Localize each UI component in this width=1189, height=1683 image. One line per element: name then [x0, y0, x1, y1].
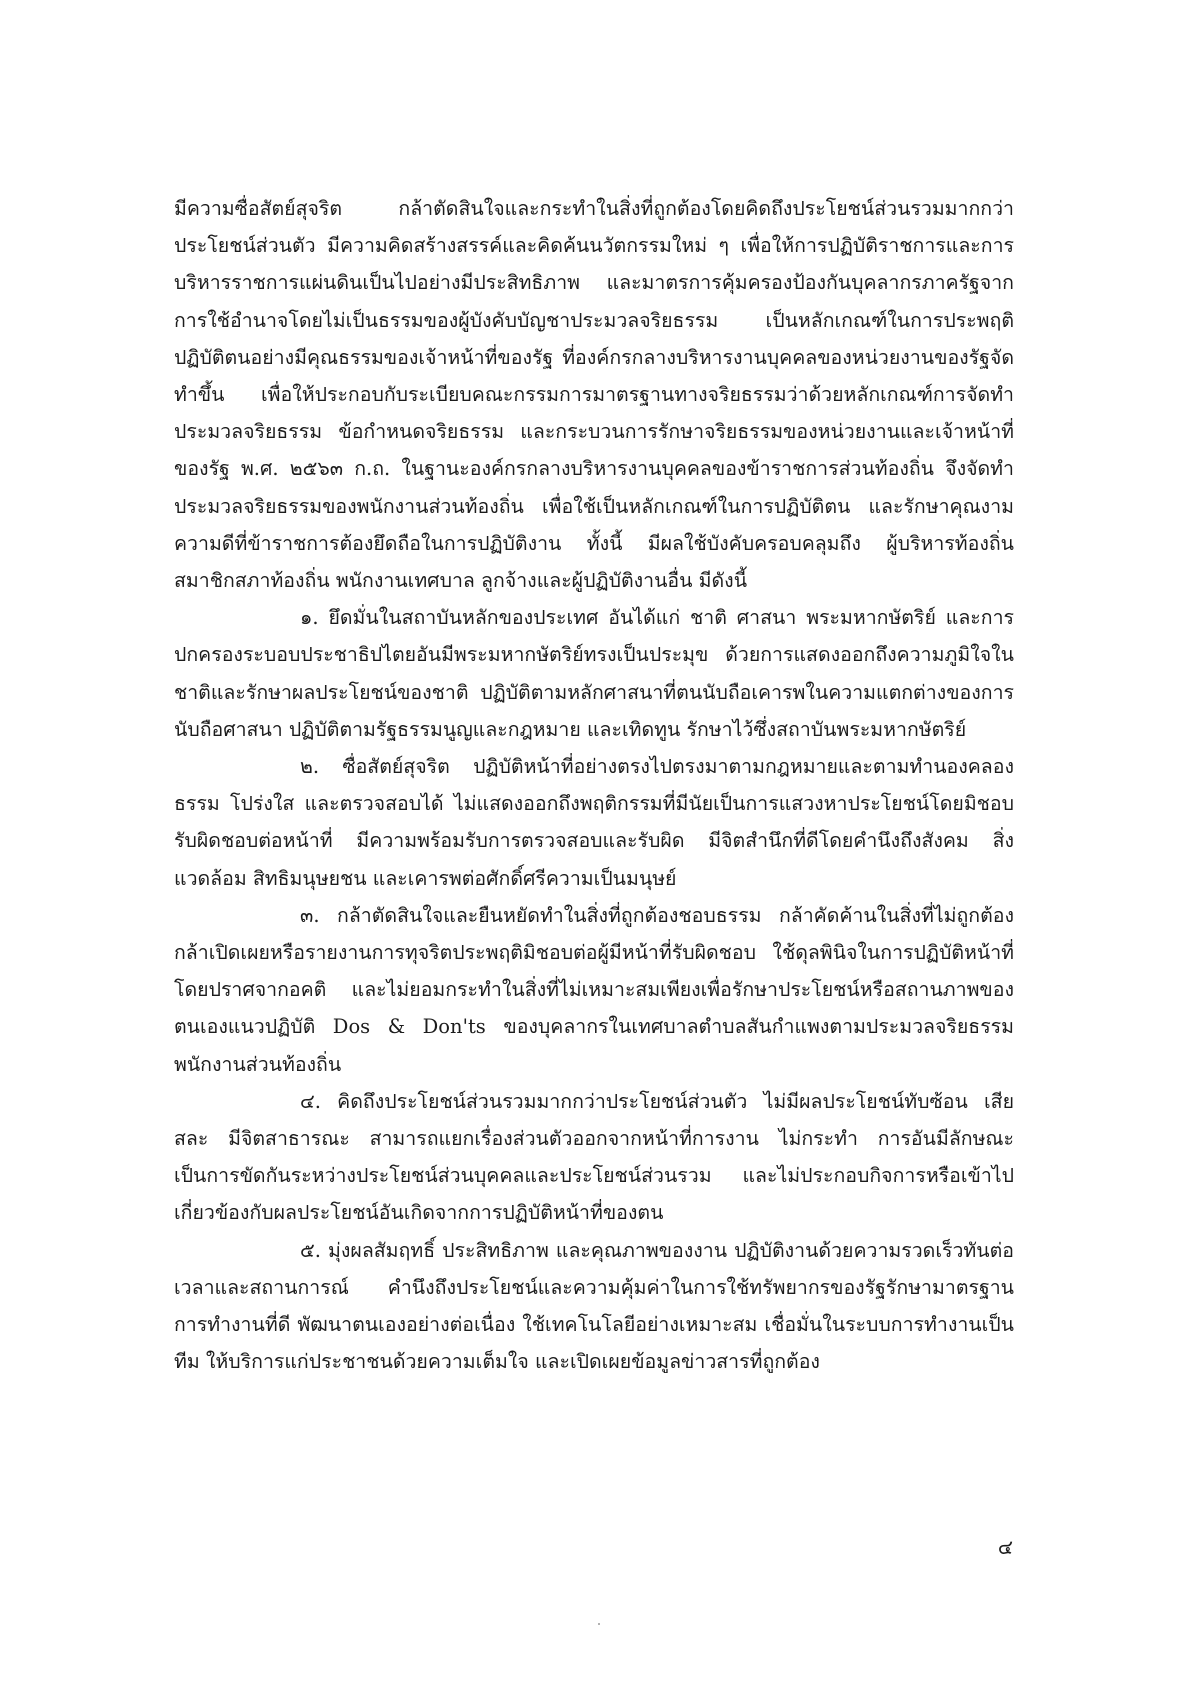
item-4-paragraph: ๔. คิดถึงประโยชน์ส่วนรวมมากกว่าประโยชน์ส่วนตัว ไม่มีผลประโยชน์ทับซ้อน เสียสละ มีจิตสาธารณะ สามารถแยกเรื่องส่วนตัวออกจากหน้าที่การงาน ไม่กระทำ การอันมีลักษณะเป็นการขัดกันระหว่างประโยชน์ส่วนบุคคลและประโยชน์ส่วนรวม และไม่ประกอบกิจการหรือเข้าไปเกี่ยวข้องกับผลประโยชน์อันเกิดจากการปฏิบัติหน้าที่ของตน: [174, 1089, 1014, 1225]
page-number: ๔: [997, 1535, 1013, 1559]
item-2-paragraph: ๒. ซื่อสัตย์สุจริต ปฏิบัติหน้าที่อย่างตรงไปตรงมาตามกฎหมายและตามทำนองคลองธรรม โปร่งใส และตรวจสอบได้ ไม่แสดงออกถึงพฤติกรรมที่มีนัยเป็นการแสวงหาประโยชน์โดยมิชอบ รับผิดชอบต่อหน้าที่ มีความพร้อมรับการตรวจสอบและรับผิด มีจิตสำนึกที่ดีโดยคำนึงถึงสังคม สิ่งแวดล้อม สิทธิมนุษยชน และเคารพต่อศักดิ์ศรีความเป็นมนุษย์: [174, 755, 1014, 890]
scan-speck: [598, 1623, 600, 1625]
item-5-paragraph: ๕. มุ่งผลสัมฤทธิ์ ประสิทธิภาพ และคุณภาพของงาน ปฏิบัติงานด้วยความรวดเร็วทันต่อเวลาและสถานการณ์ คำนึงถึงประโยชน์และความคุ้มค่าในการใช้ทรัพยากรของรัฐรักษามาตรฐานการทำงานที่ดี พัฒนาตนเองอย่างต่อเนื่อง ใช้เทคโนโลยีอย่างเหมาะสม เชื่อมั่นในระบบการทำงานเป็นทีม ให้บริการแก่ประชาชนด้วยความเต็มใจ และเปิดเผยข้อมูลข่าวสารที่ถูกต้อง: [174, 1238, 1014, 1374]
item-3-paragraph: ๓. กล้าตัดสินใจและยืนหยัดทำในสิ่งที่ถูกต้องชอบธรรม กล้าคัดค้านในสิ่งที่ไม่ถูกต้อง กล้าเปิดเผยหรือรายงานการทุจริตประพฤติมิชอบต่อผู้มีหน้าที่รับผิดชอบ ใช้ดุลพินิจในการปฏิบัติหน้าที่โดยปราศจากอคติ และไม่ยอมกระทำในสิ่งที่ไม่เหมาะสมเพียงเพื่อรักษาประโยชน์หรือสถานภาพของตนเองแนวปฏิบัติ Dos & Don'ts ของบุคลากรในเทศบาลตำบลสันกำแพงตามประมวลจริยธรรมพนักงานส่วนท้องถิ่น: [174, 903, 1014, 1076]
intro-paragraph: มีความซื่อสัตย์สุจริต กล้าตัดสินใจและกระทำในสิ่งที่ถูกต้องโดยคิดถึงประโยชน์ส่วนรวมมากกว่าประโยชน์ส่วนตัว มีความคิดสร้างสรรค์และคิดค้นนวัตกรรมใหม่ ๆ เพื่อให้การปฏิบัติราชการและการบริหารราชการแผ่นดินเป็นไปอย่างมีประสิทธิภาพ และมาตรการคุ้มครองป้องกันบุคลากรภาครัฐจากการใช้อำนาจโดยไม่เป็นธรรมของผู้บังคับบัญชาประมวลจริยธรรม เป็นหลักเกณฑ์ในการประพฤติปฏิบัติตนอย่างมีคุณธรรมของเจ้าหน้าที่ของรัฐ ที่องค์กรกลางบริหารงานบุคคลของหน่วยงานของรัฐจัดทำขึ้น เพื่อให้ประกอบกับระเบียบคณะกรรมการมาตรฐานทางจริยธรรมว่าด้วยหลักเกณฑ์การจัดทำประมวลจริยธรรม ข้อกำหนดจริยธรรม และกระบวนการรักษาจริยธรรมของหน่วยงานและเจ้าหน้าที่ของรัฐ พ.ศ. ๒๕๖๓ ก.ถ. ในฐานะองค์กรกลางบริหารงานบุคคลของข้าราชการส่วนท้องถิ่น จึงจัดทำประมวลจริยธรรมของพนักงานส่วนท้องถิ่น เพื่อใช้เป็นหลักเกณฑ์ในการปฏิบัติตน และรักษาคุณงามความดีที่ข้าราชการต้องยึดถือในการปฏิบัติงาน ทั้งนี้ มีผลใช้บังคับครอบคลุมถึง ผู้บริหารท้องถิ่น สมาชิกสภาท้องถิ่น พนักงานเทศบาล ลูกจ้างและผู้ปฏิบัติงานอื่น มีดังนี้: [174, 197, 1014, 593]
body-text: [174, 190, 1014, 1381]
item-1-paragraph: ๑. ยึดมั่นในสถาบันหลักของประเทศ อันได้แก่ ชาติ ศาสนา พระมหากษัตริย์ และการปกครองระบอบประชาธิปไตยอันมีพระมหากษัตริย์ทรงเป็นประมุข ด้วยการแสดงออกถึงความภูมิใจในชาติและรักษาผลประโยชน์ของชาติ ปฏิบัติตามหลักศาสนาที่ตนนับถือเคารพในความแตกต่างของการนับถือศาสนา ปฏิบัติตามรัฐธรรมนูญและกฎหมาย และเทิดทูน รักษาไว้ซึ่งสถาบันพระมหากษัตริย์: [174, 606, 1014, 741]
